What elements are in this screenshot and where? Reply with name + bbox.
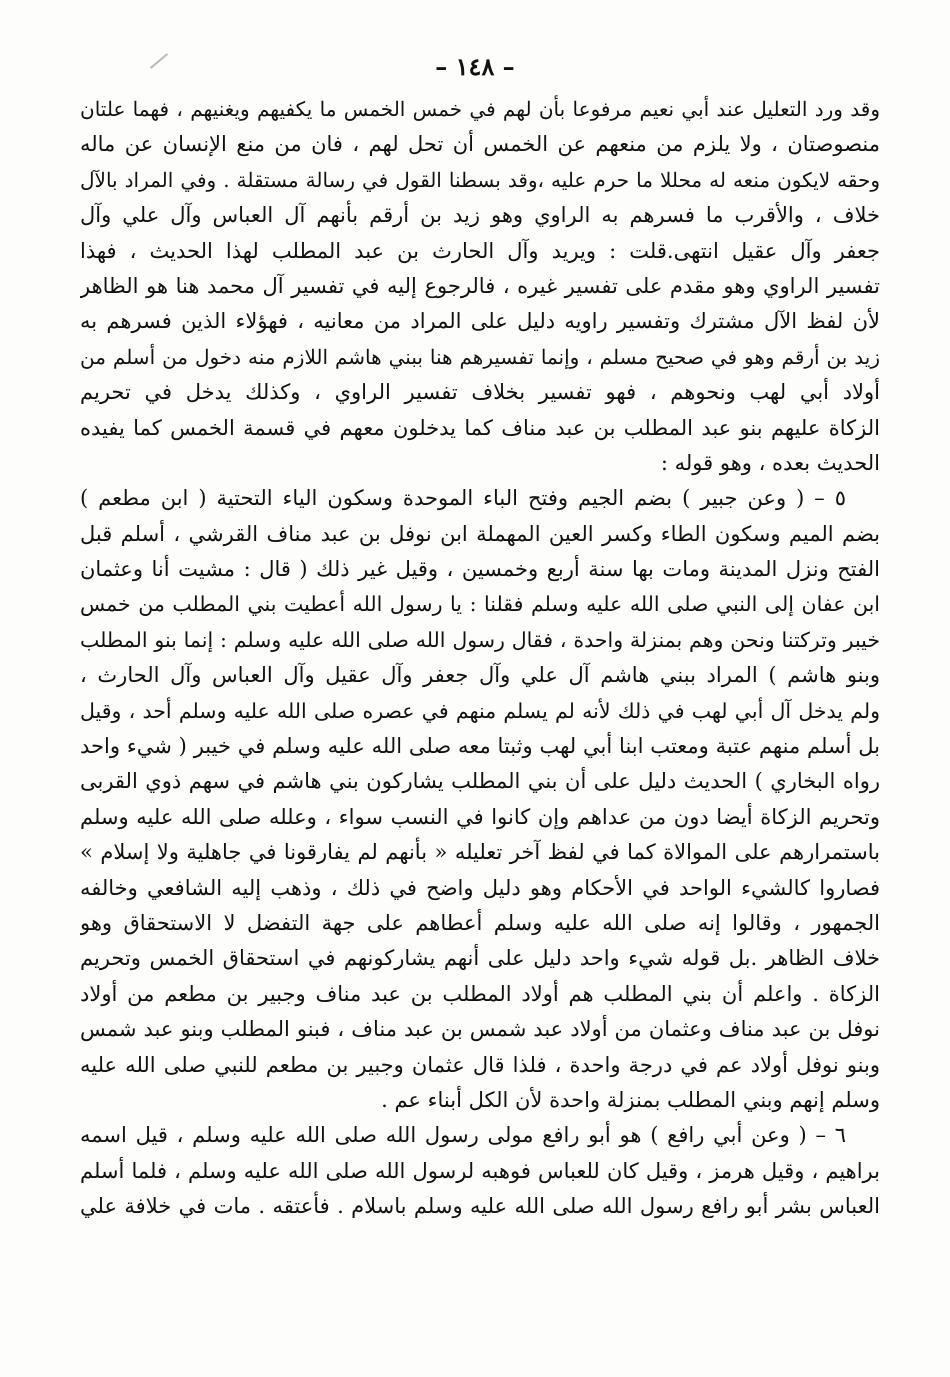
text-line: الجمهور ، وقالوا إنه صلى الله عليه وسلم أعطاهم على جهة التفضل لا الاستحقاق وهو [80, 910, 880, 935]
text-line: باستمرارهم على الموالاة كما في لفظ آخر تعليله « بأنهم لم يفارقونا في جاهلية ولا إسلام » [80, 840, 880, 865]
text-line: الفتح ونزل المدينة ومات بها سنة أربع وخمسين ، وقيل غير ذلك ( قال : مشيت أنا وعثمان [80, 557, 880, 582]
text-line: خلاف ، والأقرب ما فسرهم به الراوي وهو زيد بن أرقم بأنهم آل العباس وآل علي وآل [80, 203, 880, 228]
text-line: خيبر وتركتنا ونحن وهم بمنزلة واحدة ، فقال رسول الله صلى الله عليه وسلم : إنما بنو المطلب [80, 627, 880, 652]
text-line: وبنو نوفل أولاد عم في درجة واحدة ، فلذا قال عثمان وجبير بن مطعم للنبي صلى الله عليه [80, 1052, 880, 1077]
text-line: منصوصتان ، ولا يلزم من منعهم عن الخمس أن تحل لهم ، فان من منع الإنسان عن ماله [80, 132, 880, 157]
text-line: ولم يدخل آل أبي لهب في ذلك لأنه لم يسلم منهم في عصره صلى الله عليه وسلم أحد ، وقيل [80, 698, 880, 723]
text-line: براهيم ، وقيل هرمز ، وقيل كان للعباس فوهبه لرسول الله صلى الله عليه وسلم ، فلما أسلم [80, 1158, 880, 1183]
text-line: لأن لفظ الآل مشترك وتفسير راويه دليل على المراد من معانيه ، فهؤلاء الذين فسرهم به [80, 309, 880, 334]
text-line: وقد ورد التعليل عند أبي نعيم مرفوعا بأن لهم في خمس الخمس ما يكفيهم ويغنيهم ، فهما علتان [80, 97, 880, 121]
text-line: وبنو هاشم ) المراد ببني هاشم آل علي وآل جعفر وآل عقيل وآل العباس وآل الحارث ، [80, 663, 880, 688]
text-line: رواه البخاري ) الحديث دليل على أن بني المطلب يشاركون بني هاشم في سهم ذوي القربى [80, 769, 880, 794]
text-line: وتحريم الزكاة أيضا دون من عداهم وإن كانوا في النسب سواء ، وعلله صلى الله عليه وسلم [80, 804, 880, 829]
text-line: نوفل بن عبد مناف وعثمان من أولاد عبد شمس بن عبد مناف ، فبنو المطلب وبنو عبد شمس [80, 1017, 880, 1042]
page-number: – ١٤٨ – [435, 52, 515, 81]
text-line: ٥ – ( وعن جبير ) بضم الجيم وفتح الباء الموحدة وسكون الياء التحتية ( ابن مطعم ) [80, 486, 846, 511]
text-line: زيد بن أرقم وهو في صحيح مسلم ، وإنما تفسيرهم هنا ببني هاشم اللازم منه دخول من أسلم من [80, 344, 880, 369]
text-line: تفسير الراوي وهو مقدم على تفسير غيره ، فالرجوع إليه في تفسير آل محمد هنا هو الظاهر [80, 273, 880, 298]
text-line: خلاف الظاهر .بل قوله شيء واحد دليل على أنهم يشاركونهم في استحقاق الخمس وتحريم [80, 946, 880, 971]
text-line: وحقه لايكون منعه له محللا ما حرم عليه ،وقد بسطنا القول في رسالة مستقلة . وفي المراد بالآل [80, 167, 880, 192]
text-line: ٦ – ( وعن أبي رافع ) هو أبو رافع مولى رسول الله صلى الله عليه وسلم ، قيل اسمه [80, 1123, 846, 1148]
text-line: جعفر وآل عقيل انتهى.قلت : ويريد وآل الحارث بن عبد المطلب لهذا الحديث ، فهذا [80, 238, 880, 263]
text-line: بل أسلم منهم عتبة ومعتب ابنا أبي لهب وثبتا معه صلى الله عليه وسلم في خيبر ( شيء واحد [80, 734, 880, 759]
text-line: الحديث بعده ، وهو قوله : [660, 450, 880, 475]
text-line: العباس بشر أبو رافع رسول الله صلى الله عليه وسلم باسلام . فأعتقه . مات في خلافة علي [80, 1194, 880, 1219]
text-line: وسلم إنهم وبني المطلب بمنزلة واحدة لأن الكل أبناء عم . [381, 1087, 880, 1112]
body-text [80, 92, 880, 1225]
text-line: الزكاة عليهم بنو عبد المطلب بن عبد مناف كما يدخلون معهم في قسمة الخمس كما يفيده [80, 415, 880, 440]
text-line: أولاد أبي لهب ونحوهم ، فهو تفسير بخلاف تفسير الراوي ، وكذلك يدخل في تحريم [80, 380, 880, 405]
text-line: الزكاة . واعلم أن بني المطلب هم أولاد المطلب بن عبد مناف وجبير بن مطعم من أولاد [80, 981, 880, 1006]
text-line: فصاروا كالشيء الواحد في الأحكام وهو دليل واضح في ذلك ، وذهب إليه الشافعي وخالفه [80, 875, 880, 900]
text-line: ابن عفان إلى النبي صلى الله عليه وسلم فقلنا : يا رسول الله أعطيت بني المطلب من خمس [80, 592, 880, 617]
text-line: بضم الميم وسكون الطاء وكسر العين المهملة ابن نوفل بن عبد مناف القرشي ، أسلم قبل [80, 521, 880, 546]
